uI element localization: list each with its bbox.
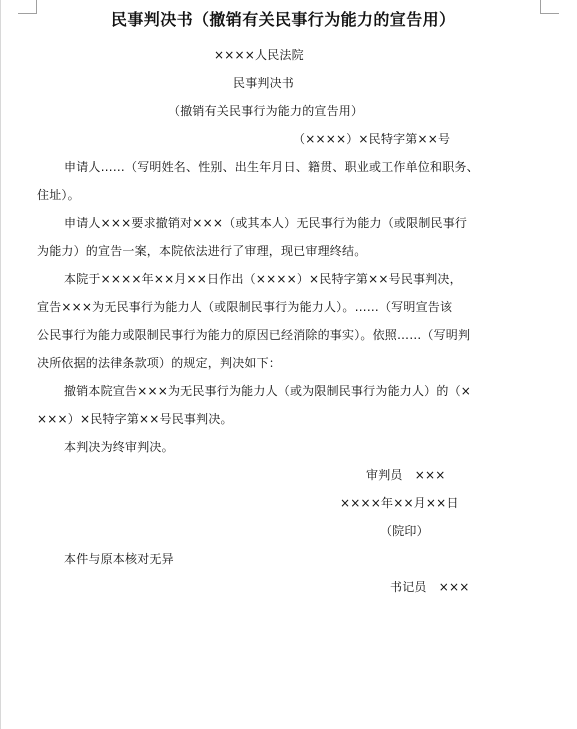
document-type: 民事判决书 <box>233 76 295 90</box>
judgment-date: ××××年××月××日 <box>340 496 459 510</box>
page-corner-mark-right <box>540 0 559 14</box>
page-corner-mark-left <box>18 0 37 14</box>
judgment-line-1: 撤销本院宣告×××为无民事行为能力人（或为限制民事行为能力人）的（× <box>64 384 472 398</box>
facts-line-3: 公民事行为能力或限制民事行为能力的原因已经消除的事实）。依照……（写明判 <box>37 328 471 342</box>
facts-line-2: 宣告×××为无民事行为能力人（或限制民事行为能力人）。……（写明宣告该 <box>37 300 453 314</box>
applicant-line-2: 住址）。 <box>37 188 80 202</box>
judge-signature: 审判员 ××× <box>366 468 446 482</box>
applicant-line-1: 申请人……（写明姓名、性别、出生年月日、籍贯、职业或工作单位和职务、 <box>64 160 479 174</box>
page-edge <box>0 0 1 729</box>
document-title: 民事判决书（撤销有关民事行为能力的宣告用） <box>111 10 456 29</box>
judgment-line-2: ×××）×民特字第××号民事判决。 <box>37 412 233 426</box>
facts-line-1: 本院于××××年××月××日作出（××××）×民特字第××号民事判决， <box>64 272 462 286</box>
intro-line-2: 为能力）的宣告一案，本院依法进行了审理，现已审理终结。 <box>37 244 367 258</box>
final-judgment-note: 本判决为终审判决。 <box>64 440 174 454</box>
case-number: （××××）×民特字第××号 <box>293 132 451 146</box>
court-seal: （院印） <box>380 524 429 538</box>
document-subtitle: （撤销有关民事行为能力的宣告用） <box>168 104 364 118</box>
clerk-signature: 书记员 ××× <box>390 580 470 594</box>
intro-line-1: 申请人×××要求撤销对×××（或其本人）无民事行为能力（或限制民事行 <box>64 216 468 230</box>
certification-note: 本件与原本核对无异 <box>64 552 174 566</box>
court-name: ××××人民法院 <box>214 48 304 62</box>
facts-line-4: 决所依据的法律条款项）的规定，判决如下： <box>37 356 282 370</box>
